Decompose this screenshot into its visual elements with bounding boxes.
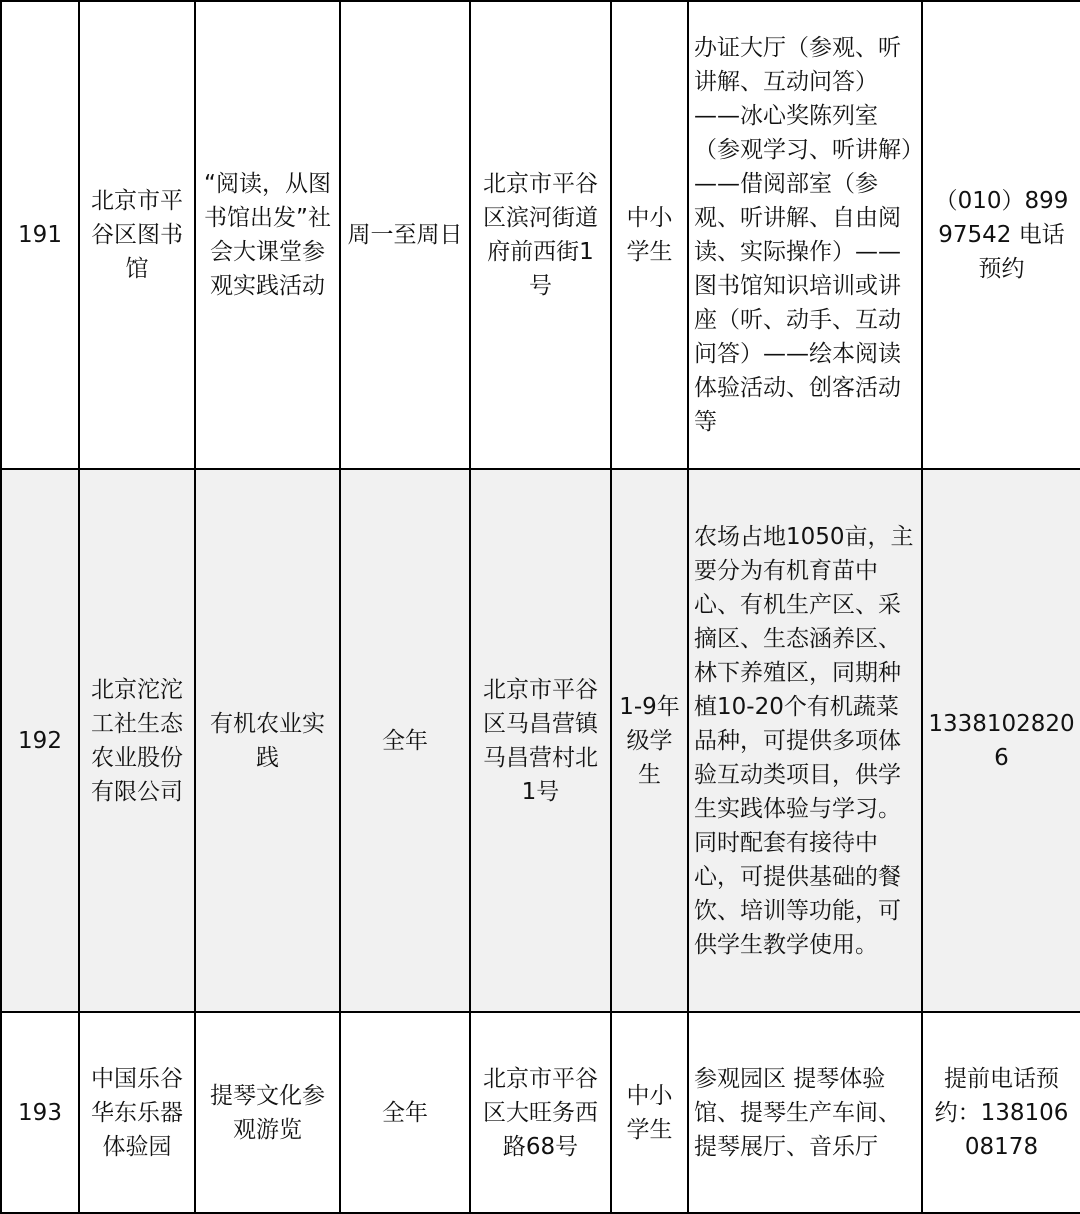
row-number: 192 [1, 469, 79, 1012]
unit-name: 中国乐谷华东乐器体验园 [79, 1012, 195, 1213]
unit-name: 北京市平谷区图书馆 [79, 1, 195, 469]
address: 北京市平谷区马昌营镇马昌营村北1号 [470, 469, 611, 1012]
open-time: 全年 [340, 469, 470, 1012]
activity-content: 农场占地1050亩，主要分为有机育苗中心、有机生产区、采摘区、生态涵养区、林下养殖区，同期种植10-20个有机蔬菜品种，可提供多项体验互动类项目，供学生实践体验与学习。同时配套有接待中心，可提供基础的餐饮、培训等功能，可供学生教学使用。 [688, 469, 922, 1012]
project-name: 提琴文化参观游览 [195, 1012, 340, 1213]
row-number: 193 [1, 1012, 79, 1213]
audience: 1-9年级学生 [611, 469, 688, 1012]
row-number: 191 [1, 1, 79, 469]
audience: 中小学生 [611, 1012, 688, 1213]
unit-name: 北京沱沱工社生态农业股份有限公司 [79, 469, 195, 1012]
project-name: 有机农业实践 [195, 469, 340, 1012]
table-row [1, 1012, 1080, 1213]
table-row [1, 1, 1080, 469]
audience: 中小学生 [611, 1, 688, 469]
open-time: 周一至周日 [340, 1, 470, 469]
contact: 13381028206 [922, 469, 1080, 1012]
project-name: “阅读，从图书馆出发”社会大课堂参观实践活动 [195, 1, 340, 469]
contact: 提前电话预约：13810608178 [922, 1012, 1080, 1213]
address: 北京市平谷区滨河街道府前西街1号 [470, 1, 611, 469]
contact: （010）89997542 电话预约 [922, 1, 1080, 469]
activity-content: 参观园区 提琴体验馆、提琴生产车间、提琴展厅、音乐厅 [688, 1012, 922, 1213]
open-time: 全年 [340, 1012, 470, 1213]
table-row [1, 469, 1080, 1012]
activity-content: 办证大厅（参观、听讲解、互动问答）——冰心奖陈列室（参观学习、听讲解）——借阅部室（参观、听讲解、自由阅读、实际操作）——图书馆知识培训或讲座（听、动手、互动问答）——绘本阅读体验活动、创客活动等 [688, 1, 922, 469]
address: 北京市平谷区大旺务西路68号 [470, 1012, 611, 1213]
